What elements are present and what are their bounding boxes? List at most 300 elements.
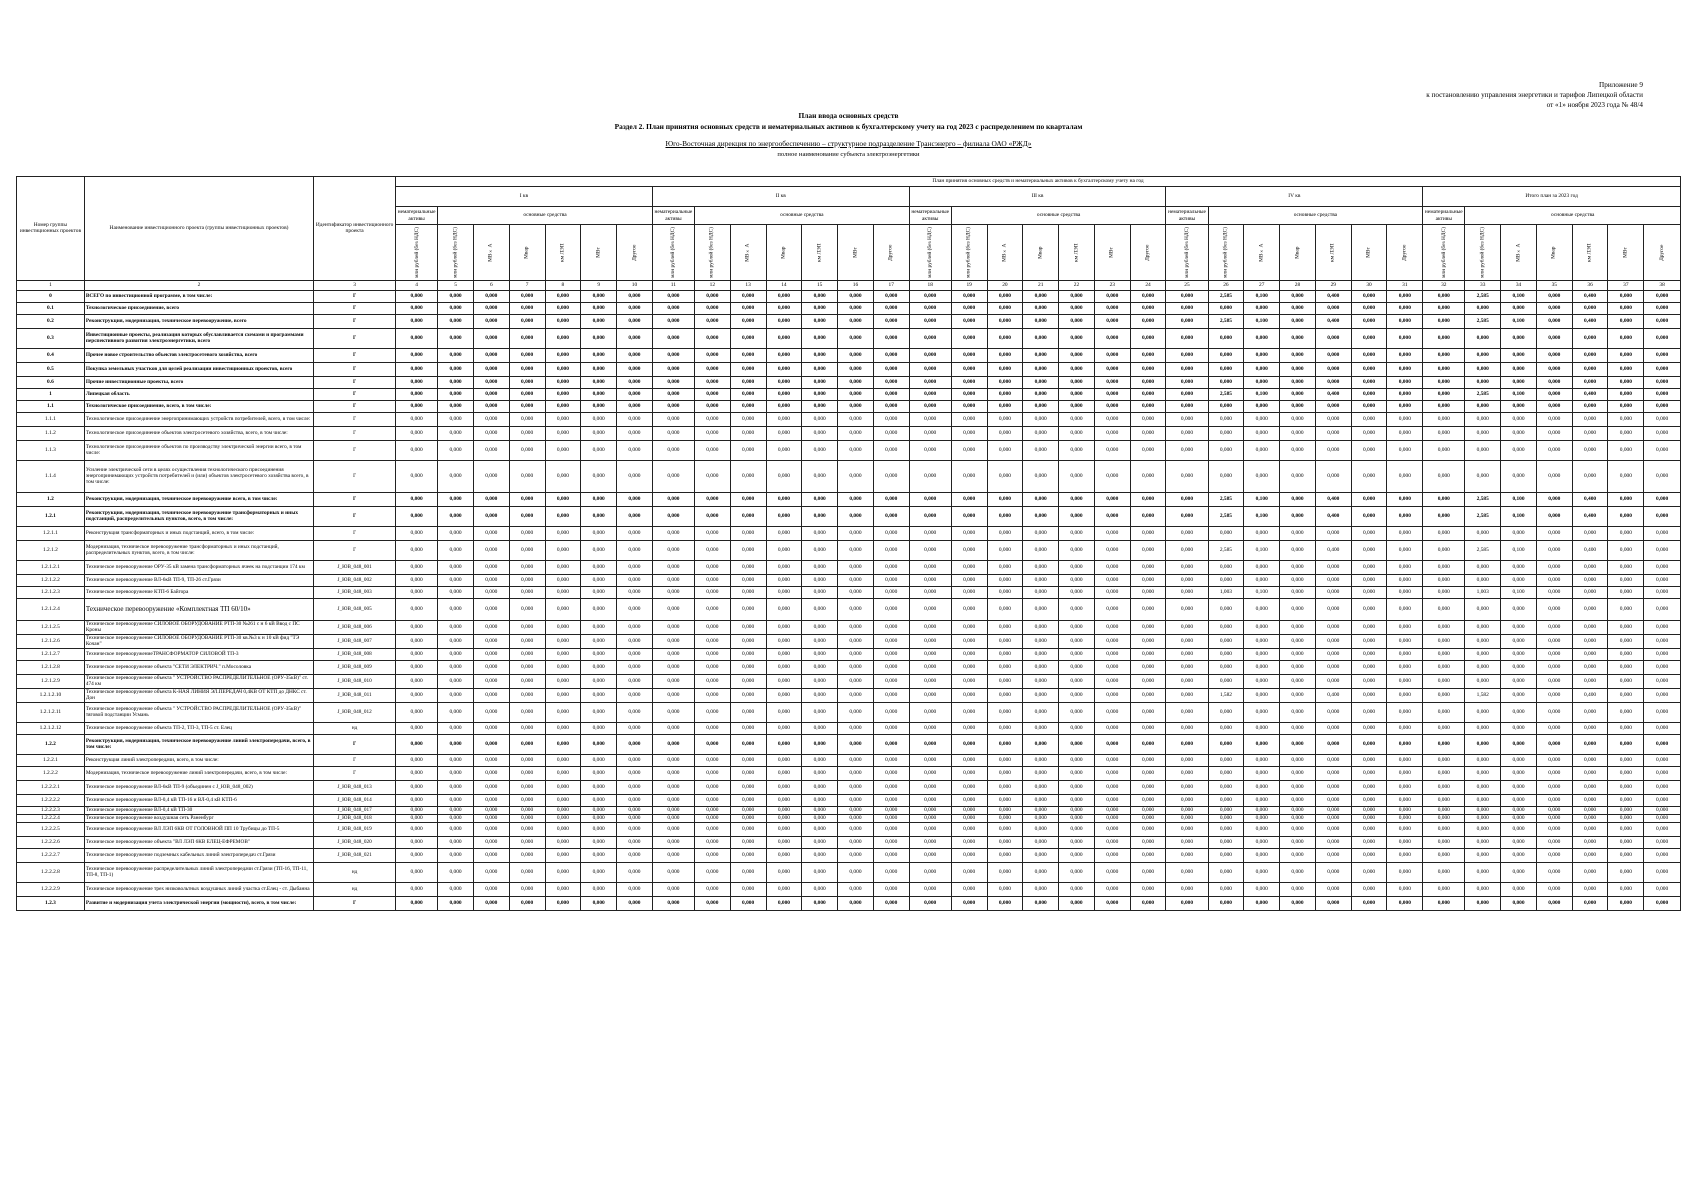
row-project-id: J_ЮВ_048_003 — [314, 586, 396, 598]
value-cell: 0,000 — [1130, 388, 1166, 400]
value-cell: 0,000 — [873, 722, 909, 734]
row-project-name: Модернизация, техническое перевооружение трансформаторных и иных подстанций, распределительных пунктов, всего, в том числе: — [84, 540, 313, 560]
value-cell: 0,000 — [1351, 634, 1387, 648]
value-cell: 0,000 — [1244, 822, 1280, 836]
value-cell: 0,000 — [1465, 440, 1501, 460]
row-number: 0.1 — [17, 302, 85, 314]
row-project-name: Технологическое присоединение, всего, в том числе: — [84, 400, 313, 412]
value-cell: 0,000 — [509, 540, 545, 560]
column-number: 13 — [730, 280, 766, 290]
value-cell: 0,000 — [652, 560, 694, 574]
value-cell: 0,000 — [873, 348, 909, 362]
section-title: Раздел 2. План принятия основных средств и нематериальных активов к бухгалтерскому учету на год 2023 с распределением по кварталам — [614, 122, 1083, 131]
value-cell: 1,582 — [1208, 688, 1244, 702]
value-cell: 0,000 — [396, 722, 438, 734]
value-cell: 0,000 — [1387, 896, 1423, 910]
value-cell: 0,000 — [473, 766, 509, 780]
value-cell: 0,000 — [617, 722, 653, 734]
value-cell: 0,000 — [1059, 766, 1095, 780]
value-cell: 0,000 — [1572, 526, 1608, 540]
value-cell: 0,000 — [694, 526, 730, 540]
value-cell: 0,000 — [951, 780, 987, 794]
row-project-id: Г — [314, 388, 396, 400]
value-cell: 0,000 — [766, 806, 802, 814]
value-cell: 0,000 — [694, 688, 730, 702]
row-project-name: ВСЕГО по инвестиционной программе, в том числе: — [84, 290, 313, 302]
value-cell: 0,000 — [1351, 794, 1387, 806]
row-project-id: Г — [314, 376, 396, 388]
value-cell: 0,000 — [1280, 376, 1316, 388]
value-cell: 0,000 — [1536, 674, 1572, 688]
value-cell: 0,000 — [838, 362, 874, 376]
value-cell: 0,000 — [766, 574, 802, 586]
value-cell: 0,000 — [1423, 348, 1465, 362]
unit-header: МВ×А — [987, 225, 1023, 281]
value-cell: 0,000 — [1059, 560, 1095, 574]
table-row — [17, 702, 1681, 722]
value-cell: 0,000 — [951, 882, 987, 896]
value-cell: 0,000 — [1501, 822, 1537, 836]
value-cell: 0,000 — [1572, 648, 1608, 660]
value-cell: 0,000 — [396, 862, 438, 882]
column-number: 34 — [1501, 280, 1537, 290]
value-cell: 0,000 — [509, 836, 545, 848]
value-cell: 0,000 — [838, 806, 874, 814]
row-project-id: J_ЮВ_048_010 — [314, 674, 396, 688]
column-number: 38 — [1644, 280, 1681, 290]
row-project-name: Техническое перевооружение ВЛ-0,4 кВ ТП-16 и ВЛ-0,4 кВ КТП-6 — [84, 794, 313, 806]
value-cell: 0,000 — [1351, 754, 1387, 766]
value-cell: 0,000 — [1644, 688, 1681, 702]
table-row — [17, 586, 1681, 598]
table-row — [17, 440, 1681, 460]
value-cell: 0,000 — [766, 314, 802, 328]
value-cell: 0,000 — [617, 540, 653, 560]
value-cell: 0,000 — [396, 460, 438, 492]
value-cell: 0,000 — [1572, 836, 1608, 848]
value-cell: 0,000 — [438, 526, 474, 540]
value-cell: 0,400 — [1572, 688, 1608, 702]
row-number: 1 — [17, 388, 85, 400]
value-cell: 0,000 — [1059, 896, 1095, 910]
value-cell: 0,000 — [652, 426, 694, 440]
value-cell: 0,000 — [1208, 376, 1244, 388]
value-cell: 0,000 — [1280, 492, 1316, 506]
value-cell: 0,000 — [909, 722, 951, 734]
value-cell: 0,000 — [545, 814, 581, 822]
value-cell: 0,000 — [1644, 814, 1681, 822]
value-cell: 0,000 — [1608, 314, 1644, 328]
value-cell: 0,000 — [1166, 412, 1208, 426]
value-cell: 0,000 — [473, 836, 509, 848]
row-project-id: Г — [314, 734, 396, 754]
value-cell: 0,000 — [802, 862, 838, 882]
value-cell: 0,000 — [1208, 862, 1244, 882]
value-cell: 0,000 — [1572, 702, 1608, 722]
value-cell: 0,000 — [617, 896, 653, 910]
value-cell: 0,000 — [652, 302, 694, 314]
row-project-name: Техническое перевооружение объекта "ВЛ ЛЭП 6КВ ЕЛЕЦ-ЕФРЕМОВ" — [84, 836, 313, 848]
value-cell: 0,000 — [545, 460, 581, 492]
value-cell: 0,000 — [1501, 660, 1537, 674]
value-cell: 0,000 — [1536, 302, 1572, 314]
value-cell: 0,000 — [1208, 848, 1244, 862]
value-cell: 0,000 — [1208, 426, 1244, 440]
value-cell: 0,000 — [581, 648, 617, 660]
value-cell: 0,000 — [1023, 400, 1059, 412]
value-cell: 0,000 — [1208, 896, 1244, 910]
value-cell: 0,000 — [1465, 598, 1501, 620]
table-row — [17, 400, 1681, 412]
value-cell: 0,000 — [730, 814, 766, 822]
value-cell: 0,000 — [1208, 836, 1244, 848]
value-cell: 0,000 — [694, 674, 730, 688]
value-cell: 0,000 — [1280, 648, 1316, 660]
column-number: 15 — [802, 280, 838, 290]
value-cell: 0,000 — [1572, 814, 1608, 822]
row-project-name: Реконструкция, модернизация, техническое перевооружение, всего — [84, 314, 313, 328]
row-project-name: Техническое перевооружение объекта ТП-2, ТП-3, ТП-5 ст. Елец — [84, 722, 313, 734]
value-cell: 0,000 — [652, 348, 694, 362]
value-cell: 0,000 — [1536, 540, 1572, 560]
value-cell: 0,000 — [438, 836, 474, 848]
column-number: 25 — [1166, 280, 1208, 290]
value-cell: 0,000 — [1280, 780, 1316, 794]
value-cell: 0,000 — [438, 794, 474, 806]
value-cell: 0,000 — [581, 814, 617, 822]
value-cell: 0,000 — [1280, 702, 1316, 722]
value-cell: 0,000 — [396, 794, 438, 806]
value-cell: 0,000 — [1387, 412, 1423, 426]
value-cell: 0,000 — [1094, 722, 1130, 734]
value-cell: 0,000 — [1023, 702, 1059, 722]
value-cell: 0,000 — [617, 526, 653, 540]
value-cell: 0,000 — [1059, 574, 1095, 586]
value-cell: 0,000 — [617, 598, 653, 620]
value-cell: 0,000 — [1208, 348, 1244, 362]
value-cell: 0,000 — [1315, 780, 1351, 794]
row-project-name: Технологическое присоединение объектов по производству электрической энергии всего, в том числе: — [84, 440, 313, 460]
unit-header: Другое — [873, 225, 909, 281]
value-cell: 0,000 — [766, 862, 802, 882]
value-cell: 0,000 — [1094, 822, 1130, 836]
value-cell: 0,000 — [873, 794, 909, 806]
value-cell: 0,000 — [802, 620, 838, 634]
value-cell: 0,000 — [1244, 674, 1280, 688]
value-cell: 0,000 — [1608, 574, 1644, 586]
value-cell: 0,000 — [694, 734, 730, 754]
value-cell: 0,000 — [1094, 648, 1130, 660]
value-cell: 0,000 — [730, 560, 766, 574]
value-cell: 0,000 — [438, 598, 474, 620]
value-cell: 0,000 — [1387, 648, 1423, 660]
value-cell: 0,000 — [473, 634, 509, 648]
value-cell: 0,000 — [1244, 302, 1280, 314]
value-cell: 0,000 — [617, 848, 653, 862]
value-cell: 0,000 — [1094, 766, 1130, 780]
row-project-id: нд — [314, 862, 396, 882]
unit-header: МВт — [1608, 225, 1644, 281]
value-cell: 0,000 — [873, 648, 909, 660]
value-cell: 0,000 — [802, 506, 838, 526]
column-header-plan: План принятия основных средств и нематериальных активов к бухгалтерскому учету на год — [396, 177, 1681, 187]
value-cell: 0,000 — [951, 388, 987, 400]
value-cell: 0,000 — [1572, 412, 1608, 426]
value-cell: 0,000 — [473, 314, 509, 328]
value-cell: 0,000 — [617, 882, 653, 896]
value-cell: 0,000 — [951, 492, 987, 506]
value-cell: 0,000 — [802, 388, 838, 400]
value-cell: 0,000 — [545, 348, 581, 362]
value-cell: 0,000 — [730, 348, 766, 362]
value-cell: 0,000 — [1536, 634, 1572, 648]
value-cell: 0,000 — [766, 754, 802, 766]
value-cell: 0,000 — [1465, 780, 1501, 794]
row-project-name: Инвестиционные проекты, реализация которых обуславливается схемами и программами перспективного развития электроэнергетики, всего — [84, 328, 313, 348]
value-cell: 0,000 — [617, 648, 653, 660]
value-cell: 0,000 — [1315, 460, 1351, 492]
value-cell: 0,000 — [730, 794, 766, 806]
value-cell: 0,400 — [1315, 290, 1351, 302]
value-cell: 0,000 — [581, 440, 617, 460]
value-cell: 0,000 — [802, 540, 838, 560]
value-cell: 0,000 — [909, 506, 951, 526]
value-cell: 0,000 — [1059, 862, 1095, 882]
value-cell: 0,000 — [909, 734, 951, 754]
value-cell: 0,000 — [1130, 440, 1166, 460]
value-cell: 0,000 — [473, 426, 509, 440]
value-cell: 0,000 — [1244, 460, 1280, 492]
value-cell: 0,000 — [396, 492, 438, 506]
value-cell: 0,000 — [1351, 376, 1387, 388]
value-cell: 0,000 — [396, 660, 438, 674]
value-cell: 0,000 — [473, 560, 509, 574]
value-cell: 0,000 — [652, 896, 694, 910]
value-cell: 0,000 — [1315, 598, 1351, 620]
column-number: 5 — [438, 280, 474, 290]
value-cell: 0,000 — [951, 754, 987, 766]
value-cell: 0,000 — [473, 290, 509, 302]
value-cell: 0,000 — [909, 896, 951, 910]
value-cell: 0,000 — [1423, 376, 1465, 388]
value-cell: 0,000 — [766, 814, 802, 822]
value-cell: 0,000 — [1572, 754, 1608, 766]
value-cell: 0,000 — [617, 440, 653, 460]
value-cell: 0,000 — [838, 896, 874, 910]
intangible-assets-header: нематериальные активы — [652, 207, 694, 225]
value-cell: 0,000 — [802, 560, 838, 574]
value-cell: 0,000 — [473, 734, 509, 754]
value-cell: 0,000 — [766, 660, 802, 674]
value-cell: 0,000 — [1423, 754, 1465, 766]
value-cell: 0,000 — [1351, 560, 1387, 574]
value-cell: 0,000 — [694, 754, 730, 766]
value-cell: 0,000 — [694, 822, 730, 836]
value-cell: 0,000 — [838, 460, 874, 492]
table-row — [17, 794, 1681, 806]
quarter-header: II кв — [652, 187, 909, 207]
value-cell: 0,000 — [1166, 328, 1208, 348]
row-project-name: Техническое перевооружение ВЛ ЛЭП 6КВ ОТ ГОЛОВНОЙ ПП 10 Трубицы до ТП-5 — [84, 822, 313, 836]
value-cell: 0,000 — [545, 574, 581, 586]
unit-header: млн рублей (без НДС) — [909, 225, 951, 281]
table-row — [17, 314, 1681, 328]
value-cell: 0,000 — [473, 848, 509, 862]
value-cell: 0,000 — [1023, 722, 1059, 734]
value-cell: 0,000 — [509, 376, 545, 388]
value-cell: 0,000 — [545, 882, 581, 896]
value-cell: 0,000 — [1536, 412, 1572, 426]
value-cell: 0,000 — [987, 560, 1023, 574]
value-cell: 0,000 — [1465, 882, 1501, 896]
value-cell: 0,000 — [1536, 440, 1572, 460]
value-cell: 0,000 — [909, 586, 951, 598]
value-cell: 0,000 — [1130, 660, 1166, 674]
value-cell: 2,585 — [1208, 290, 1244, 302]
row-number: 1.2.2.2 — [17, 766, 85, 780]
plan-table — [16, 176, 1681, 911]
value-cell: 0,000 — [1608, 328, 1644, 348]
unit-header: млн рублей (без НДС) — [694, 225, 730, 281]
value-cell: 0,000 — [1130, 506, 1166, 526]
value-cell: 0,000 — [1166, 348, 1208, 362]
value-cell: 0,000 — [581, 722, 617, 734]
value-cell: 0,000 — [509, 314, 545, 328]
value-cell: 0,000 — [1465, 526, 1501, 540]
value-cell: 0,000 — [1501, 302, 1537, 314]
value-cell: 0,000 — [873, 882, 909, 896]
value-cell: 0,000 — [1644, 660, 1681, 674]
table-row — [17, 648, 1681, 660]
value-cell: 0,000 — [1315, 586, 1351, 598]
value-cell: 0,000 — [509, 734, 545, 754]
value-cell: 0,000 — [802, 412, 838, 426]
value-cell: 0,000 — [652, 540, 694, 560]
value-cell: 0,000 — [617, 492, 653, 506]
value-cell: 0,000 — [1572, 598, 1608, 620]
value-cell: 0,000 — [1644, 882, 1681, 896]
value-cell: 0,000 — [1059, 440, 1095, 460]
row-project-id: Г — [314, 754, 396, 766]
value-cell: 0,000 — [1094, 780, 1130, 794]
value-cell: 0,000 — [1130, 882, 1166, 896]
value-cell: 0,000 — [1166, 598, 1208, 620]
value-cell: 0,000 — [873, 328, 909, 348]
value-cell: 0,000 — [1094, 362, 1130, 376]
value-cell: 0,000 — [617, 412, 653, 426]
value-cell: 0,000 — [1166, 814, 1208, 822]
value-cell: 0,000 — [987, 620, 1023, 634]
value-cell: 0,000 — [1244, 660, 1280, 674]
value-cell: 0,000 — [1608, 754, 1644, 766]
value-cell: 0,000 — [1166, 460, 1208, 492]
value-cell: 0,000 — [396, 426, 438, 440]
value-cell: 0,000 — [1094, 376, 1130, 388]
value-cell: 0,000 — [1244, 400, 1280, 412]
value-cell: 0,000 — [838, 598, 874, 620]
intangible-assets-header: нематериальные активы — [1423, 207, 1465, 225]
value-cell: 0,000 — [1423, 290, 1465, 302]
value-cell: 0,000 — [694, 314, 730, 328]
row-project-name: Техническое перевооружение СИЛОВОЕ ОБОРУДОВАНИЕ РТП-30 кв.№3 к н 10 кВ фид "ТЭ Кочан" — [84, 634, 313, 648]
value-cell: 0,000 — [1423, 836, 1465, 848]
value-cell: 0,000 — [1572, 560, 1608, 574]
value-cell: 0,000 — [438, 388, 474, 400]
value-cell: 0,000 — [1423, 314, 1465, 328]
value-cell: 0,000 — [730, 620, 766, 634]
value-cell: 0,000 — [1094, 896, 1130, 910]
value-cell: 0,000 — [766, 586, 802, 598]
value-cell: 0,000 — [951, 806, 987, 814]
value-cell: 0,000 — [652, 688, 694, 702]
column-number: 3 — [314, 280, 396, 290]
value-cell: 0,000 — [1208, 806, 1244, 814]
table-row — [17, 754, 1681, 766]
value-cell: 0,000 — [1208, 440, 1244, 460]
value-cell: 0,000 — [1423, 362, 1465, 376]
value-cell: 0,000 — [951, 734, 987, 754]
value-cell: 0,000 — [838, 882, 874, 896]
value-cell: 0,000 — [873, 620, 909, 634]
value-cell: 0,000 — [730, 440, 766, 460]
value-cell: 0,000 — [652, 702, 694, 722]
value-cell: 0,000 — [438, 702, 474, 722]
value-cell: 0,000 — [873, 734, 909, 754]
value-cell: 0,000 — [873, 426, 909, 440]
value-cell: 0,000 — [509, 328, 545, 348]
row-number: 0.2 — [17, 314, 85, 328]
value-cell: 0,000 — [987, 702, 1023, 722]
value-cell: 0,000 — [545, 506, 581, 526]
value-cell: 0,000 — [438, 882, 474, 896]
value-cell: 0,000 — [1244, 766, 1280, 780]
value-cell: 0,000 — [802, 460, 838, 492]
value-cell: 0,000 — [802, 598, 838, 620]
value-cell: 0,000 — [1315, 440, 1351, 460]
value-cell: 0,000 — [1644, 794, 1681, 806]
value-cell: 0,000 — [873, 766, 909, 780]
value-cell: 0,000 — [438, 376, 474, 388]
value-cell: 0,000 — [838, 426, 874, 440]
value-cell: 0,000 — [473, 806, 509, 814]
row-number: 1.2.2.2.1 — [17, 780, 85, 794]
table-row — [17, 620, 1681, 634]
value-cell: 0,000 — [951, 426, 987, 440]
value-cell: 0,000 — [581, 460, 617, 492]
value-cell: 0,000 — [545, 722, 581, 734]
value-cell: 0,000 — [1644, 648, 1681, 660]
value-cell: 0,000 — [1644, 722, 1681, 734]
value-cell: 0,000 — [652, 836, 694, 848]
value-cell: 0,000 — [1608, 794, 1644, 806]
value-cell: 0,000 — [1244, 348, 1280, 362]
value-cell: 0,000 — [909, 620, 951, 634]
value-cell: 0,400 — [1315, 492, 1351, 506]
row-number: 1.2.2.2.5 — [17, 822, 85, 836]
value-cell: 0,000 — [617, 822, 653, 836]
value-cell: 0,000 — [1166, 574, 1208, 586]
value-cell: 0,000 — [1130, 400, 1166, 412]
value-cell: 0,000 — [694, 492, 730, 506]
value-cell: 0,000 — [694, 328, 730, 348]
value-cell: 0,400 — [1572, 492, 1608, 506]
unit-header: МВ×А — [730, 225, 766, 281]
value-cell: 0,000 — [873, 526, 909, 540]
value-cell: 0,000 — [951, 348, 987, 362]
value-cell: 0,000 — [1244, 814, 1280, 822]
value-cell: 0,000 — [1315, 822, 1351, 836]
value-cell: 0,000 — [802, 702, 838, 722]
